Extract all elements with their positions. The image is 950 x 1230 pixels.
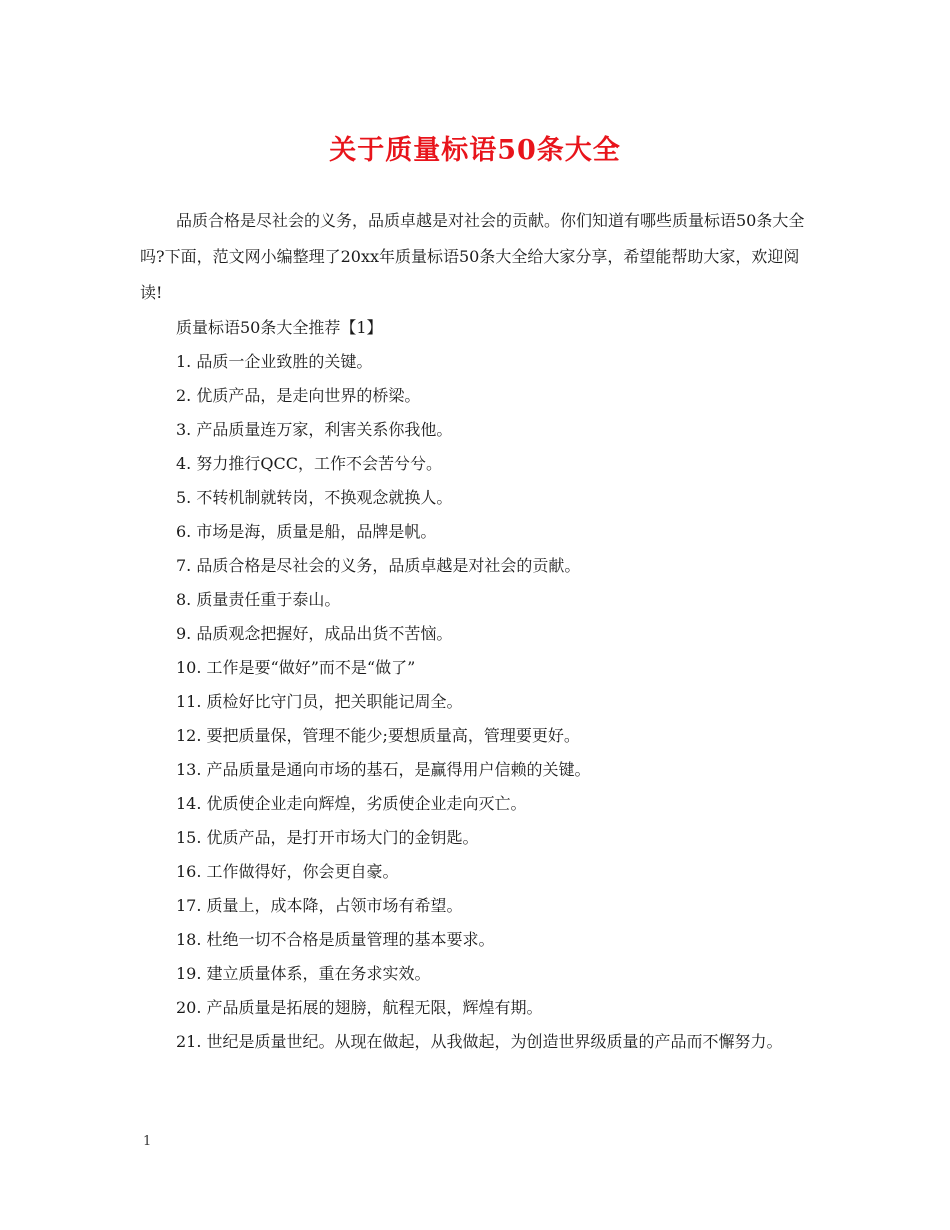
list-item: 7. 品质合格是尽社会的义务，品质卓越是对社会的贡献。: [176, 556, 581, 575]
list-item: 19. 建立质量体系，重在务求实效。: [176, 964, 431, 983]
page-number: 1: [143, 1134, 152, 1149]
list-item: 12. 要把质量保，管理不能少;要想质量高，管理要更好。: [176, 726, 580, 745]
list-item: 11. 质检好比守门员，把关职能记周全。: [176, 692, 463, 711]
list-item: 4. 努力推行QCC，工作不会苦兮兮。: [176, 454, 442, 473]
list-item: 6. 市场是海，质量是船，品牌是帆。: [176, 522, 437, 541]
list-item: 2. 优质产品，是走向世界的桥梁。: [176, 386, 421, 405]
list-item: 9. 品质观念把握好，成品出货不苦恼。: [176, 624, 453, 643]
list-item: 1. 品质一企业致胜的关键。: [176, 352, 373, 371]
list-item: 13. 产品质量是通向市场的基石，是赢得用户信赖的关键。: [176, 760, 591, 779]
list-item: 14. 优质使企业走向辉煌，劣质使企业走向灭亡。: [176, 794, 527, 813]
document-title: 关于质量标语50条大全: [329, 135, 621, 166]
list-item: 3. 产品质量连万家，利害关系你我他。: [176, 420, 453, 439]
list-item: 10. 工作是要“做好”而不是“做了”: [176, 658, 416, 677]
list-item: 15. 优质产品，是打开市场大门的金钥匙。: [176, 828, 479, 847]
list-item: 18. 杜绝一切不合格是质量管理的基本要求。: [176, 930, 495, 949]
list-item: 20. 产品质量是拓展的翅膀，航程无限，辉煌有期。: [176, 998, 543, 1017]
list-item: 8. 质量责任重于泰山。: [176, 590, 341, 609]
slogan-list: [140, 311, 815, 1059]
list-item: 5. 不转机制就转岗，不换观念就换人。: [176, 488, 453, 507]
section-heading: 质量标语50条大全推荐【1】: [176, 318, 383, 337]
list-item: 16. 工作做得好，你会更自豪。: [176, 862, 399, 881]
list-item: 21. 世纪是质量世纪。从现在做起，从我做起，为创造世界级质量的产品而不懈努力。: [176, 1032, 783, 1051]
intro-paragraph: 品质合格是尽社会的义务，品质卓越是对社会的贡献。你们知道有哪些质量标语50条大全吗?下面，范文网小编整理了20xx年质量标语50条大全给大家分享，希望能帮助大家，欢迎阅读!: [140, 211, 805, 302]
list-item: 17. 质量上，成本降，占领市场有希望。: [176, 896, 463, 915]
